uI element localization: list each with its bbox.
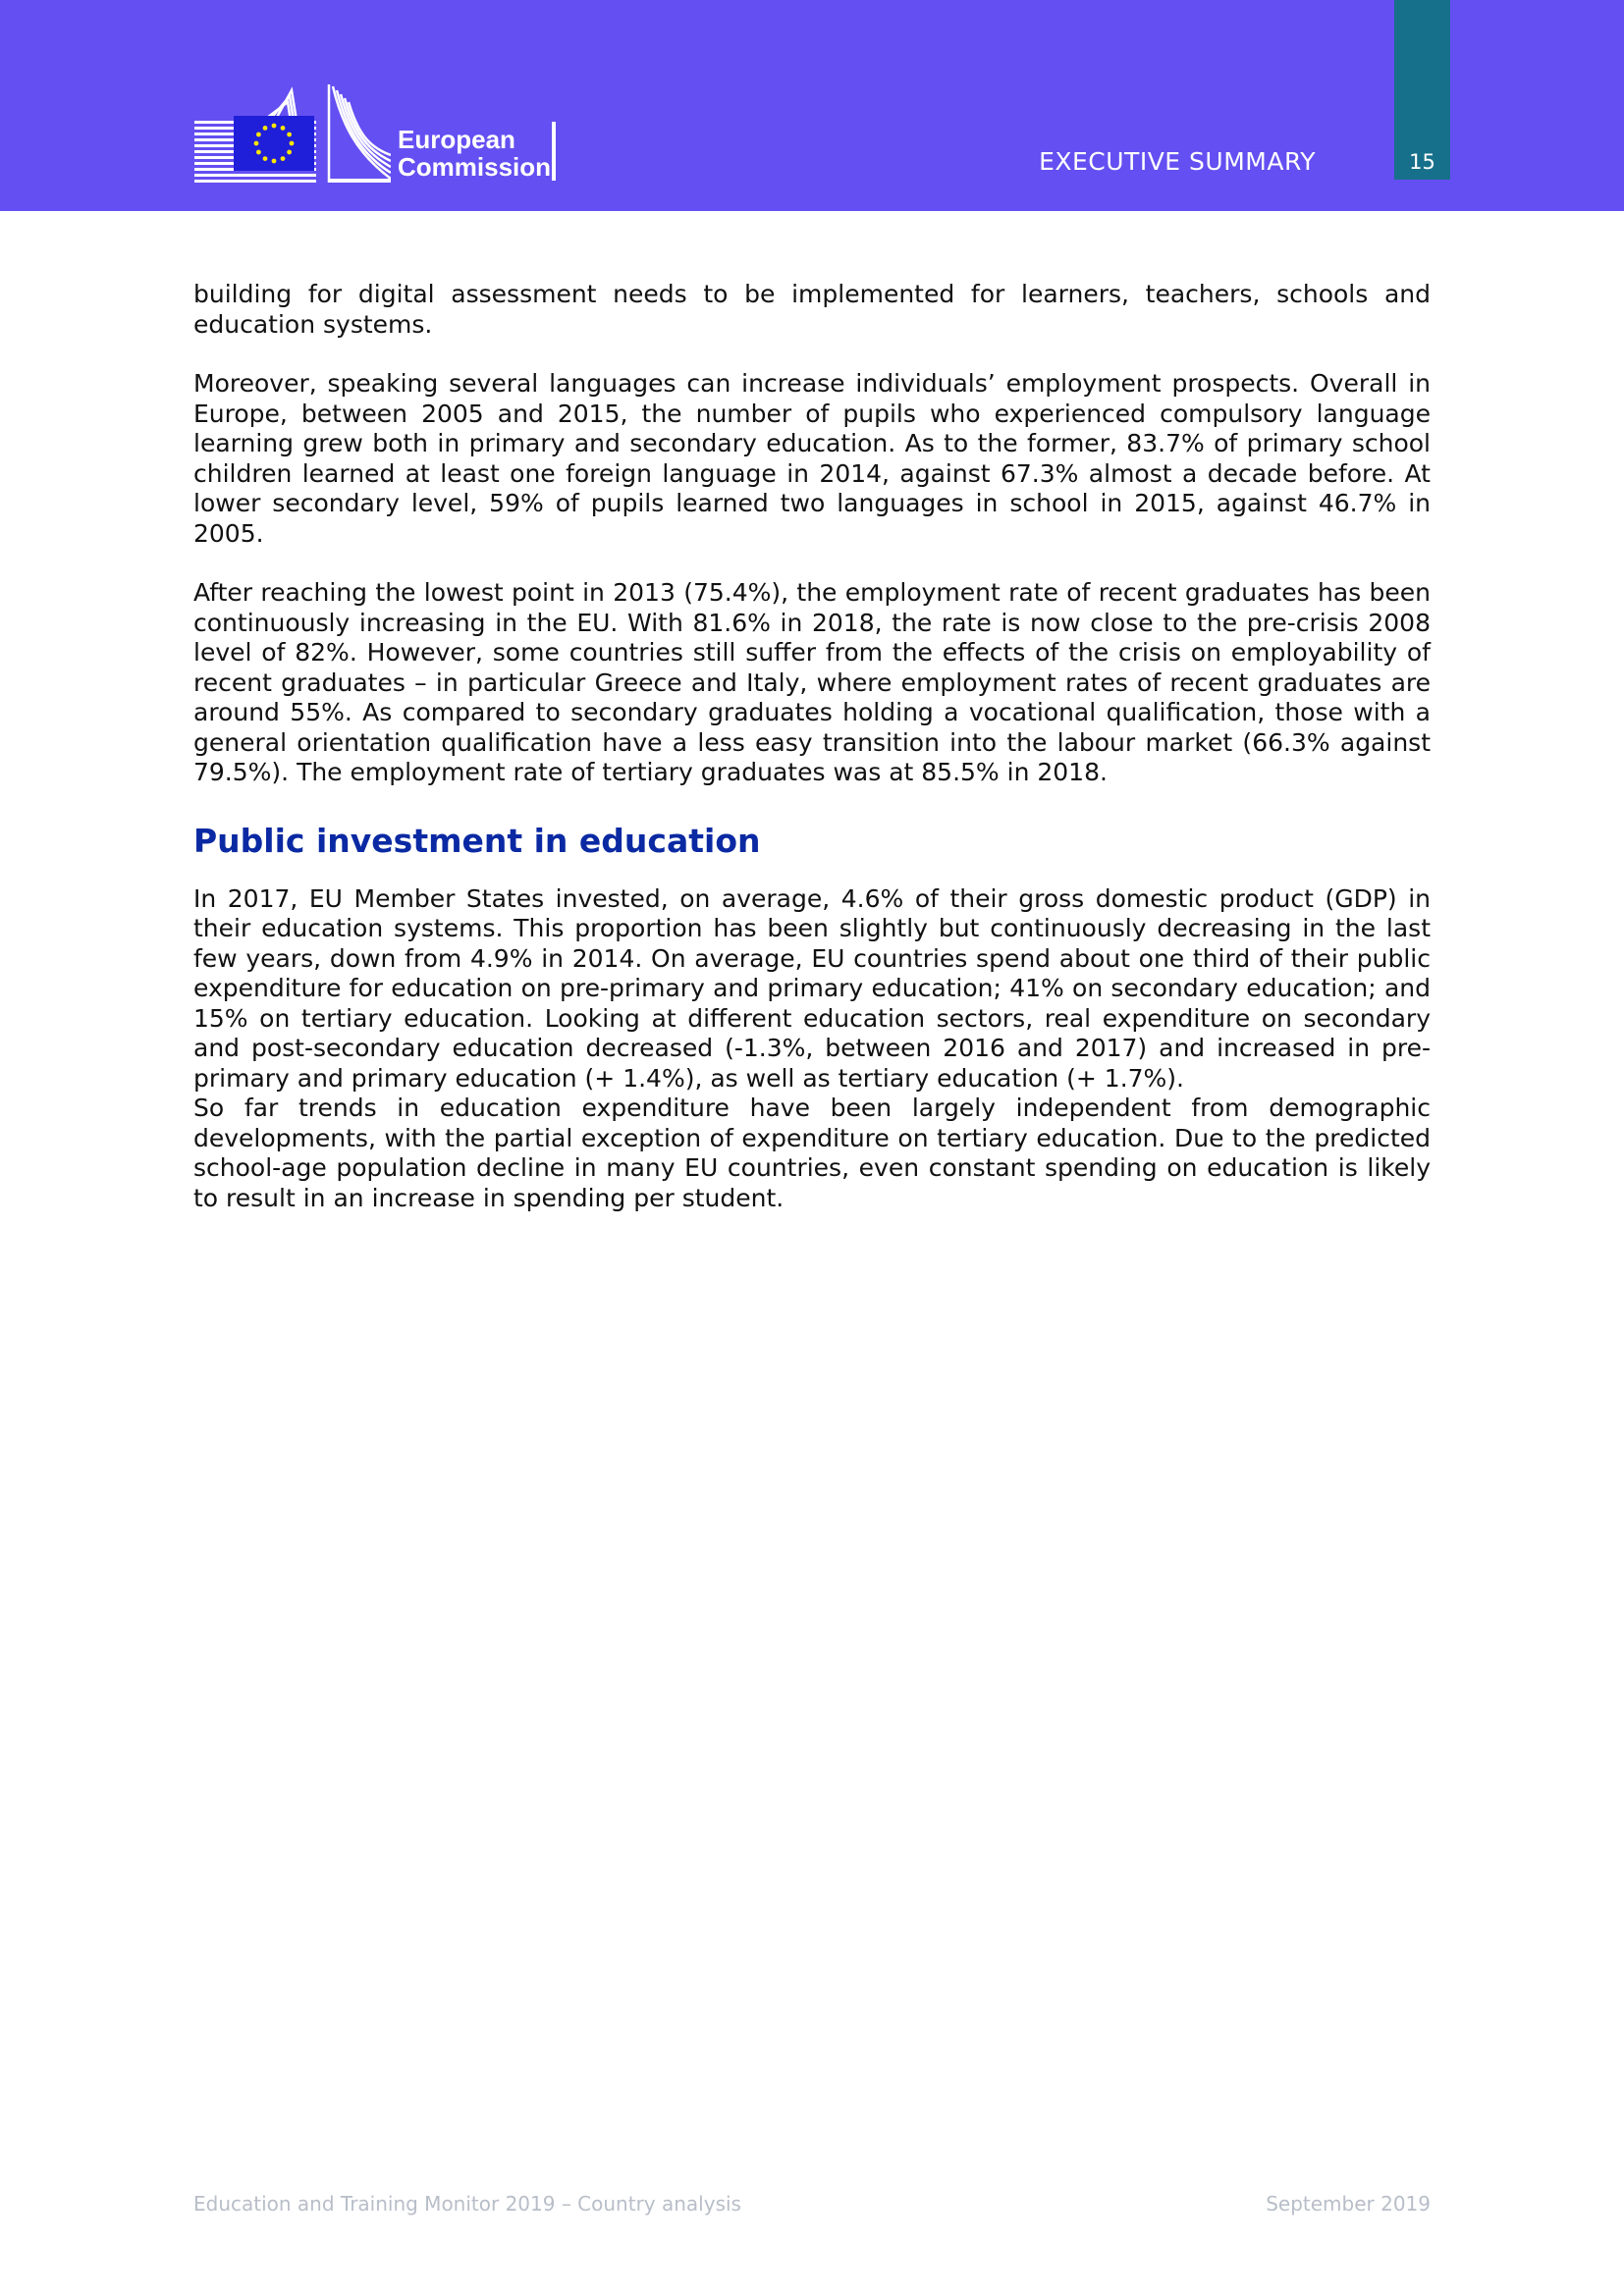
european-commission-logo [194, 84, 560, 183]
paragraph-digital-assessment: building for digital assessment needs to be implemented for learners, teachers, schools and education systems. [193, 280, 1431, 339]
footer-publication-title: Education and Training Monitor 2019 – Country analysis [193, 2192, 741, 2216]
paragraph-investment: In 2017, EU Member States invested, on average, 4.6% of their gross domestic product (GDP) in their education systems. This proportion has been slightly but continuously decreasing in the last few years, down from 4.9% in 2014. On average, EU countries spend about one third of their public expenditure for education on pre-primary and primary education; 41% on secondary education; and 15% on tertiary education. Looking at different education sectors, real expenditure on secondary and post-secondary education decreased (-1.3%, between 2016 and 2017) and increased in pre-primary and primary education (+ 1.4%), as well as tertiary education (+ 1.7%). [193, 883, 1431, 1093]
page-number: 15 [1409, 150, 1435, 174]
section-label: EXECUTIVE SUMMARY [1039, 147, 1316, 176]
paragraph-expenditure-trends: So far trends in education expenditure have been largely independent from demographic developments, with the partial exception of expenditure on tertiary education. Due to the predicted school-age population decline in many EU countries, even constant spending on education is likely to result in an increase in spending per student. [193, 1094, 1431, 1212]
paragraph-languages: Moreover, speaking several languages can increase individuals’ employment prospects. Overall in Europe, between 2005 and 2015, the number of pupils who experienced compulsory language learning grew both in primary and secondary education. As to the former, 83.7% of primary school children learned at least one foreign language in 2014, against 67.3% almost a decade before. At lower secondary level, 59% of pupils learned two languages in school in 2015, against 46.7% in 2005. [193, 369, 1431, 548]
logo-line-commission: Commission [398, 152, 552, 182]
page-number-tab [1394, 0, 1450, 180]
logo-line-european: European [398, 125, 515, 154]
logo-divider [552, 122, 556, 181]
eu-flag-icon [234, 116, 361, 185]
header-band [0, 0, 1624, 211]
footer-date: September 2019 [1266, 2192, 1431, 2216]
main-content [193, 280, 1431, 1243]
logo-wordmark [398, 126, 551, 181]
section-heading-public-investment: Public investment in education [193, 821, 761, 860]
paragraph-employment-rate: After reaching the lowest point in 2013 (75.4%), the employment rate of recent graduates has been continuously increasing in the EU. With 81.6% in 2018, the rate is now close to the pre-crisis 2008 level of 82%. However, some countries still suffer from the effects of the crisis on employability of recent graduates – in particular Greece and Italy, where employment rates of recent graduates are around 55%. As compared to secondary graduates holding a vocational qualification, those with a general orientation qualification have a less easy transition into the labour market (66.3% against 79.5%). The employment rate of tertiary graduates was at 85.5% in 2018. [193, 578, 1431, 786]
